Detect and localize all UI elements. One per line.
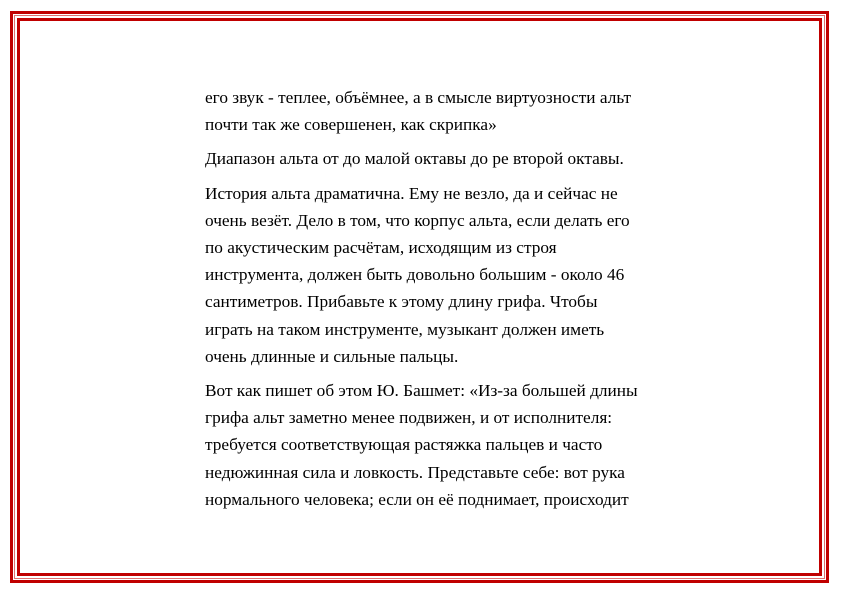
paragraph-bashmet-quote <box>205 377 715 513</box>
text-line: нормального человека; если он её поднимает, происходит <box>205 489 629 509</box>
text-line: Вот как пишет об этом Ю. Башмет: «Из-за большей длины <box>205 381 638 401</box>
text-line: играть на таком инструменте, музыкант должен иметь <box>205 319 605 339</box>
text-line: по акустическим расчётам, исходящим из строя <box>205 238 557 258</box>
text-line: недюжинная сила и ловкость. Представьте себе: вот рука <box>205 462 625 482</box>
text-line: почти так же совершенен, как скрипка» <box>205 115 497 135</box>
paragraph-range <box>205 145 715 172</box>
text-line: сантиметров. Прибавьте к этому длину грифа. Чтобы <box>205 292 598 312</box>
text-line: его звук - теплее, объёмнее, а в смысле виртуозности альт <box>205 88 632 107</box>
paragraph-history <box>205 180 715 370</box>
text-line: Диапазон альта от до малой октавы до ре второй октавы. <box>205 149 624 169</box>
text-line: требуется соответствующая растяжка пальцев и часто <box>205 435 603 455</box>
text-line: очень везёт. Дело в том, что корпус альта, если делать его <box>205 210 630 230</box>
text-line: очень длинные и сильные пальцы. <box>205 346 459 366</box>
text-line: инструмента, должен быть довольно большим - около 46 <box>205 265 625 285</box>
paragraph-quote-end <box>205 84 715 138</box>
body-text <box>205 84 715 520</box>
text-line: История альта драматична. Ему не везло, да и сейчас не <box>205 183 618 203</box>
text-line: грифа альт заметно менее подвижен, и от исполнителя: <box>205 408 613 428</box>
